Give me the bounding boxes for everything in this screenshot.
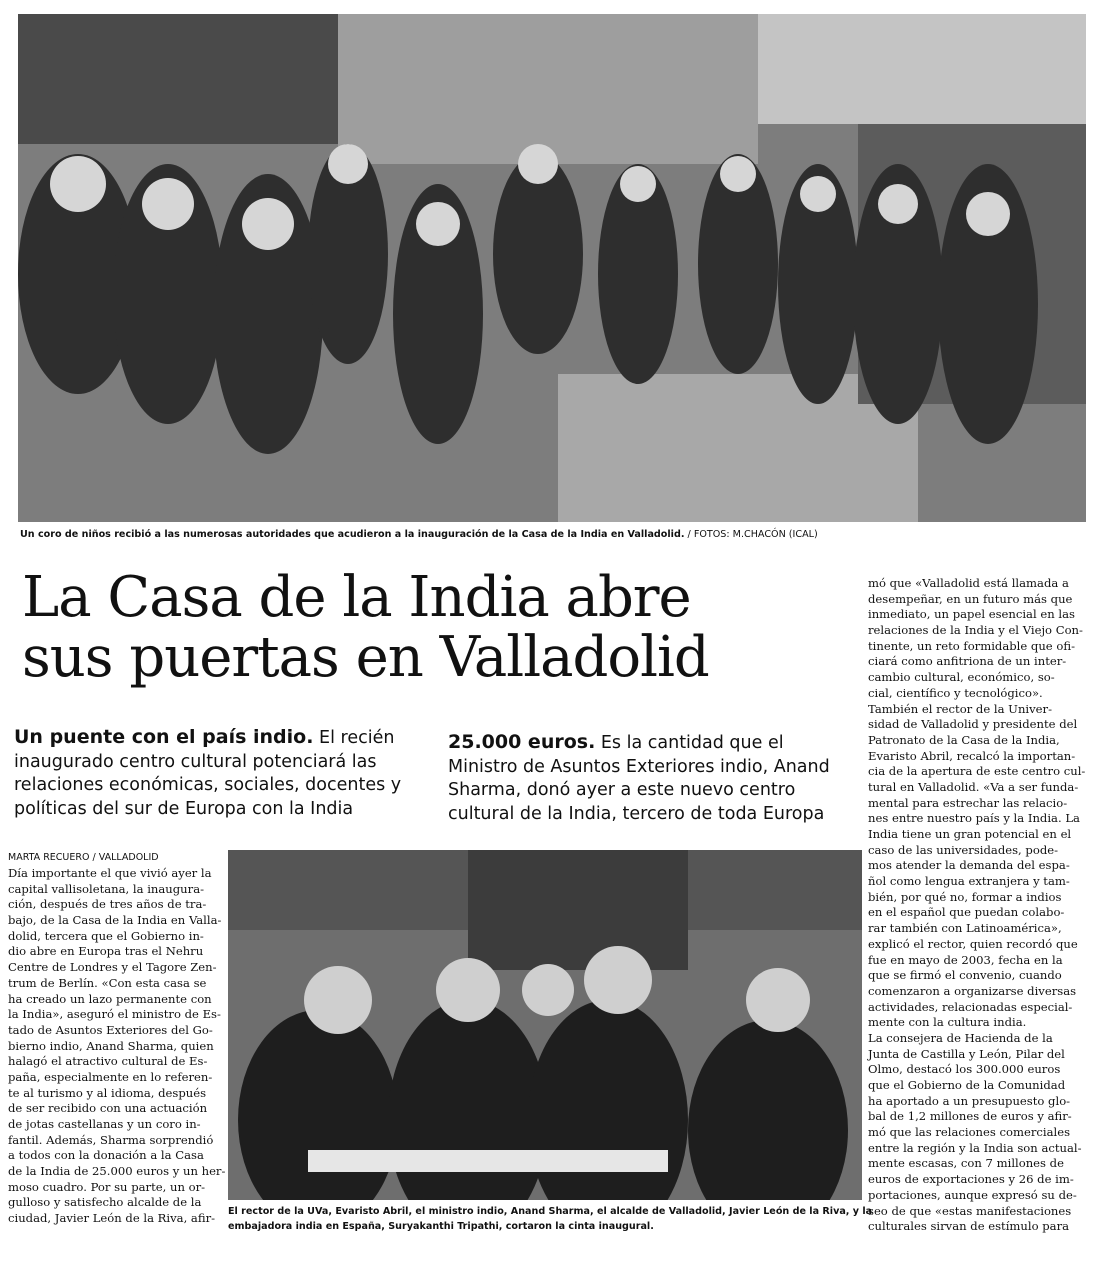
deck-left [14, 726, 434, 821]
article-line: entre la región y la India son actual- [868, 1140, 1082, 1155]
article-line: explicó el rector, quien recordó que [868, 936, 1078, 951]
article-line: relaciones de la India y el Viejo Con- [868, 623, 1083, 638]
photo-credit: / FOTOS: M.CHACÓN (ICAL) [687, 529, 818, 540]
article-line: ñol como lengua extranjera y tam- [868, 874, 1070, 889]
article-line: portaciones, aunque expresó su de- [868, 1187, 1077, 1202]
article-line: ciará como anfitriona de un inter- [868, 654, 1067, 669]
article-line: rar también con Latinoamérica», [868, 921, 1062, 936]
deck-left-lead: Un puente con el país indio. [14, 726, 314, 748]
article-line: de jotas castellanas y un coro in- [8, 1117, 201, 1131]
article-line: ción, después de tres años de tra- [8, 897, 207, 912]
article-line: dolid, tercera que el Gobierno in- [8, 928, 204, 943]
article-line: bal de 1,2 millones de euros y afir- [868, 1109, 1072, 1124]
deck-right-line: Ministro de Asuntos Exteriores indio, Anand [448, 756, 830, 777]
headline-line-2: sus puertas en Valladolid [22, 625, 709, 690]
article-line: fantil. Además, Sharma sorprendió [8, 1132, 214, 1147]
deck-right-lead: 25.000 euros. [448, 731, 596, 753]
article-line: ha aportado a un presupuesto glo- [868, 1093, 1071, 1108]
byline: MARTA RECUERO / VALLADOLID [8, 852, 159, 863]
article-line: gulloso y satisfecho alcalde de la [8, 1195, 202, 1210]
bottom-photo [228, 850, 862, 1200]
article-line: de ser recibido con una actuación [8, 1101, 208, 1116]
deck-left-line: relaciones económicas, sociales, docentes y [14, 775, 402, 795]
article-line: en el español que puedan colabo- [868, 905, 1065, 920]
article-line: mente escasas, con 7 millones de [868, 1156, 1064, 1171]
article-line: tinente, un reto formidable que ofi- [868, 638, 1075, 653]
bottom-caption-line-1: El rector de la UVa, Evaristo Abril, el ministro indio, Anand Sharma, el alcalde de Valladolid, Javier León de la Riva, y la [228, 1206, 873, 1217]
article-line: bién, por qué no, formar a indios [868, 889, 1062, 904]
bottom-photo-caption [228, 1204, 873, 1234]
deck-left-line: El recién [319, 728, 395, 748]
article-line: inmediato, un papel esencial en las [868, 607, 1075, 622]
headline [22, 565, 862, 690]
article-line: tural en Valladolid. «Va a ser funda- [868, 779, 1079, 794]
article-line: actividades, relacionadas especial- [868, 999, 1073, 1014]
article-line: moso cuadro. Por su parte, un or- [8, 1179, 206, 1194]
article-line: culturales sirvan de estímulo para [868, 1219, 1070, 1234]
article-line: Evaristo Abril, recalcó la importan- [868, 748, 1076, 763]
headline-line-1: La Casa de la India abre [22, 565, 691, 630]
article-line: ciudad, Javier León de la Riva, afir- [8, 1211, 216, 1226]
article-line: capital vallisoletana, la inaugura- [8, 881, 205, 896]
bottom-caption-line-2: embajadora india en España, Suryakanthi Tripathi, cortaron la cinta inaugural. [228, 1221, 654, 1232]
article-line: tado de Asuntos Exteriores del Go- [8, 1022, 213, 1037]
article-line: Olmo, destacó los 300.000 euros [868, 1062, 1061, 1077]
article-line: trum de Berlín. «Con esta casa se [8, 975, 207, 990]
article-line: la India», aseguró el ministro de Es- [8, 1007, 221, 1022]
article-line: que el Gobierno de la Comunidad [868, 1078, 1066, 1092]
article-line: fue en mayo de 2003, fecha en la [868, 952, 1063, 967]
article-line: mó que las relaciones comerciales [868, 1125, 1071, 1140]
deck-right-line: cultural de la India, tercero de toda Europa [448, 803, 825, 824]
article-line: cia de la apertura de este centro cul- [868, 764, 1086, 779]
bottom-photo-scene [228, 850, 862, 1200]
article-line: caso de las universidades, pode- [868, 842, 1059, 857]
article-column-3 [868, 576, 1090, 1235]
article-line: seo de que «estas manifestaciones [868, 1203, 1072, 1218]
article-line: euros de exportaciones y 26 de im- [868, 1172, 1074, 1187]
article-line: paña, especialmente en lo referen- [8, 1069, 213, 1084]
article-line: ha creado un lazo permanente con [8, 991, 212, 1006]
article-line: halagó el atractivo cultural de Es- [8, 1054, 208, 1069]
top-photo-scene [18, 14, 1086, 522]
deck-left-line: inaugurado centro cultural potenciará las [14, 751, 377, 772]
article-line: mental para estrechar las relacio- [868, 795, 1068, 810]
article-line: Centre de Londres y el Tagore Zen- [8, 960, 217, 975]
article-column-1 [8, 866, 226, 1227]
top-photo-caption-text: Un coro de niños recibió a las numerosas autoridades que acudieron a la inauguración de la Casa de la India en Valladolid. [20, 529, 685, 540]
article-line: mó que «Valladolid está llamada a [868, 576, 1069, 590]
top-photo [18, 14, 1086, 522]
article-line: nes entre nuestro país y la India. La [868, 811, 1080, 826]
deck-right-line: Sharma, donó ayer a este nuevo centro [448, 780, 796, 800]
article-line: cial, científico y tecnológico». [868, 685, 1043, 700]
article-line: comenzaron a organizarse diversas [868, 983, 1077, 998]
deck-right-line: Es la cantidad que el [600, 733, 784, 753]
article-line: de la India de 25.000 euros y un her- [8, 1164, 226, 1179]
article-line: desempeñar, en un futuro más que [868, 591, 1073, 606]
article-line: bajo, de la Casa de la India en Valla- [8, 913, 222, 928]
article-line: cambio cultural, económico, so- [868, 670, 1055, 685]
article-line: mos atender la demanda del espa- [868, 858, 1070, 873]
deck-right [448, 731, 858, 826]
article-line: a todos con la donación a la Casa [8, 1148, 204, 1163]
article-line: te al turismo y al idioma, después [8, 1085, 207, 1100]
article-line: Patronato de la Casa de la India, [868, 732, 1060, 747]
article-line: sidad de Valladolid y presidente del [868, 717, 1078, 732]
article-line: También el rector de la Univer- [868, 701, 1052, 716]
article-line: dio abre en Europa tras el Nehru [8, 944, 204, 959]
article-line: India tiene un gran potencial en el [868, 827, 1072, 841]
article-line: La consejera de Hacienda de la [868, 1030, 1053, 1045]
top-photo-caption [20, 527, 818, 542]
article-line: bierno indio, Anand Sharma, quien [8, 1038, 214, 1053]
deck-left-line: políticas del sur de Europa con la India [14, 798, 354, 819]
article-line: que se firmó el convenio, cuando [868, 968, 1062, 983]
article-line: mente con la cultura india. [868, 1015, 1027, 1030]
article-line: Día importante el que vivió ayer la [8, 866, 212, 880]
article-line: Junta de Castilla y León, Pilar del [868, 1046, 1065, 1061]
